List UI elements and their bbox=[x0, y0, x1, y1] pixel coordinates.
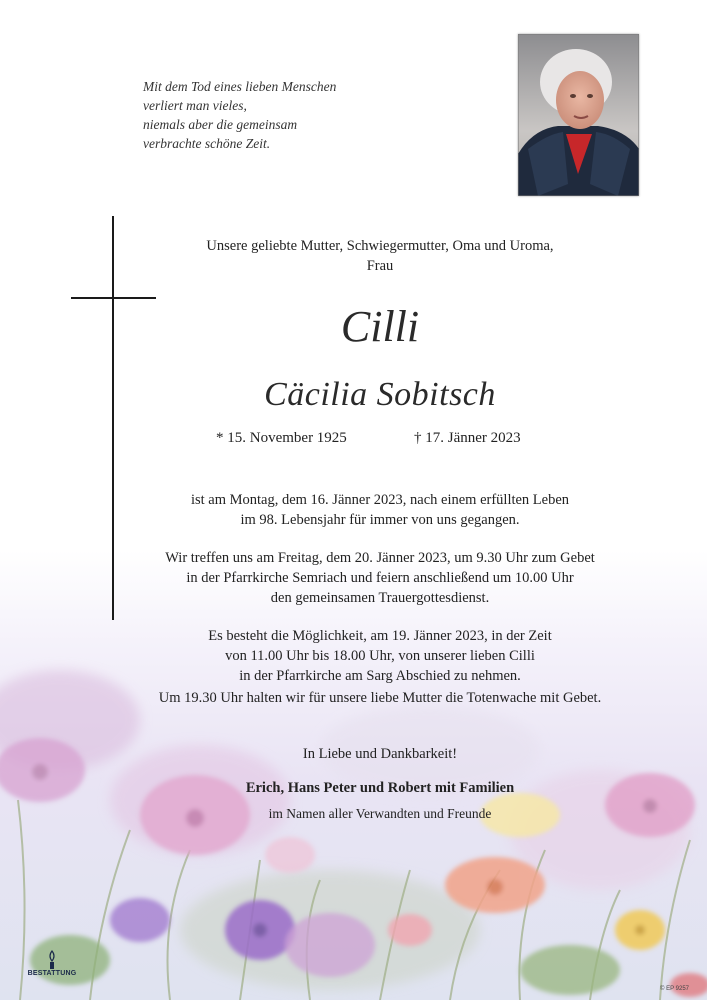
paragraph-line: Um 19.30 Uhr halten wir für unsere liebe Mutter die Totenwache mit Gebet. bbox=[158, 690, 602, 706]
cross-horizontal-bar bbox=[71, 297, 156, 299]
funeral-home-logo bbox=[22, 950, 82, 990]
motto-quote bbox=[143, 77, 443, 153]
paragraph-line: in der Pfarrkirche Semriach und feiern anschließend um 10.00 Uhr bbox=[186, 570, 574, 586]
motto-line: verbrachte schöne Zeit. bbox=[143, 136, 271, 151]
closing-phrase: In Liebe und Dankbarkeit! bbox=[302, 746, 458, 762]
relatives-note: im Namen aller Verwandten und Freunde bbox=[268, 806, 492, 821]
intro-text bbox=[90, 236, 670, 276]
death-date: † 17. Jänner 2023 bbox=[414, 430, 521, 446]
motto-line: Mit dem Tod eines lieben Menschen bbox=[143, 79, 337, 94]
deceased-nickname: Cilli bbox=[340, 302, 420, 351]
intro-line: Frau bbox=[366, 258, 394, 274]
family-signature: Erich, Hans Peter und Robert mit Familien bbox=[245, 780, 515, 796]
motto-line: verliert man vieles, bbox=[143, 98, 247, 113]
paragraph-line: den gemeinsamen Trauergottesdienst. bbox=[270, 590, 490, 606]
announcement-paragraph bbox=[90, 490, 670, 530]
farewell-paragraph bbox=[90, 626, 670, 686]
intro-line: Unsere geliebte Mutter, Schwiegermutter, Oma und Uroma, bbox=[206, 238, 554, 254]
logo-text: BESTATTUNG bbox=[27, 970, 77, 977]
paragraph-line: in der Pfarrkirche am Sarg Abschied zu nehmen. bbox=[239, 668, 521, 684]
paragraph-line: ist am Montag, dem 16. Jänner 2023, nach einem erfüllten Leben bbox=[190, 492, 570, 508]
service-paragraph bbox=[90, 548, 670, 608]
paragraph-line: im 98. Lebensjahr für immer von uns gegangen. bbox=[240, 512, 520, 528]
paragraph-line: von 11.00 Uhr bis 18.00 Uhr, von unserer lieben Cilli bbox=[225, 648, 535, 664]
paragraph-line: Wir treffen uns am Freitag, dem 20. Jänner 2023, um 9.30 Uhr zum Gebet bbox=[165, 550, 595, 566]
deceased-full-name: Cäcilia Sobitsch bbox=[264, 376, 496, 413]
paragraph-line: Es besteht die Möglichkeit, am 19. Jänner 2023, in der Zeit bbox=[208, 628, 552, 644]
candle-icon bbox=[45, 950, 59, 970]
document-code: © EP 9257 bbox=[660, 986, 689, 992]
motto-line: niemals aber die gemeinsam bbox=[143, 117, 298, 132]
birth-date: * 15. November 1925 bbox=[216, 430, 347, 446]
vigil-paragraph bbox=[90, 688, 670, 708]
portrait-photo bbox=[518, 34, 639, 196]
